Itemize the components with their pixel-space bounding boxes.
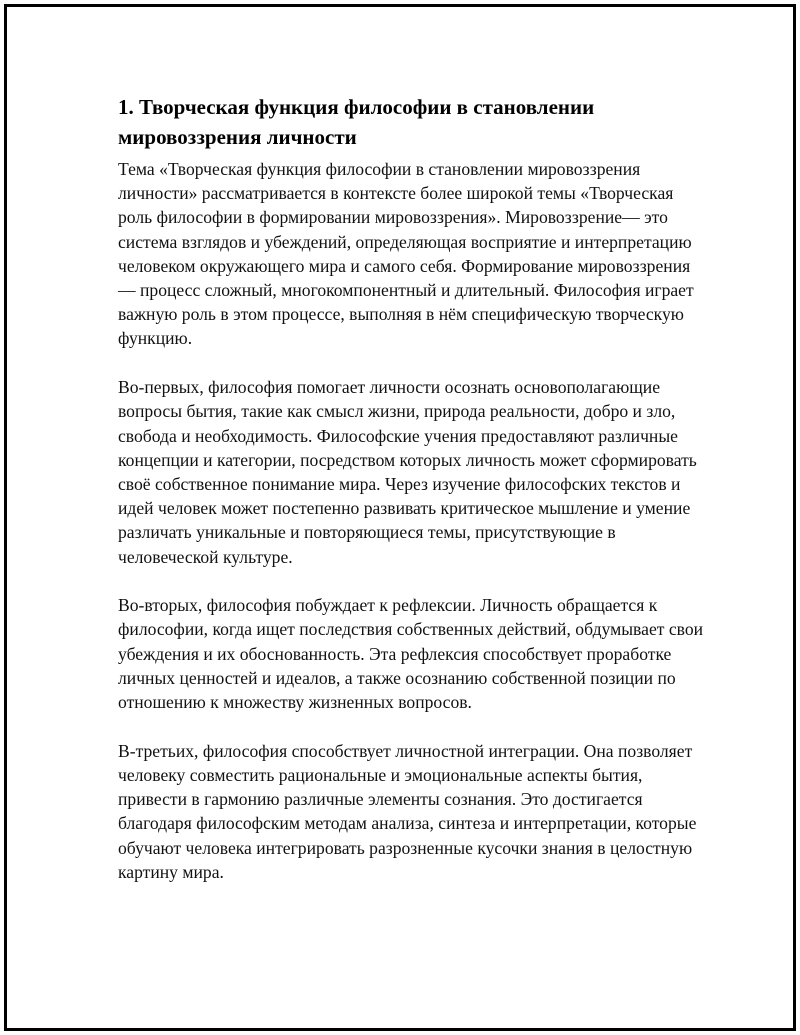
- section-heading: 1. Творческая функция философии в становлении мировоззрения личности: [118, 95, 595, 149]
- paragraph-third: В-третьих, философия способствует личностной интеграции. Она позволяет человеку совместить рациональные и эмоциональные аспекты бытия, привести в гармонию различные элементы сознания. Это достигается благодаря философским методам анализа, синтеза и интерпретации, которые обучают человека интегрировать разрозненные кусочки знания в целостную картину мира.: [118, 740, 697, 882]
- paragraph-intro: Тема «Творческая функция философии в становлении мировоззрения личности» рассматривается в контексте более широкой темы «Творческая роль философии в формировании мировоззрения». Мировоззрение— это система взглядов и убеждений, определяющая восприятие и интерпретацию человеком окружающего мира и самого себя. Формирование мировоззрения — процесс сложный, многокомпонентный и длительный. Философия играет важную роль в этом процессе, выполняя в нём специфическую творческую функцию.: [118, 159, 694, 349]
- paragraph-second: Во-вторых, философия побуждает к рефлексии. Личность обращается к философии, когда ищет последствия собственных действий, обдумывает свои убеждения и их обоснованность. Эта рефлексия способствует проработке личных ценностей и идеалов, а также осознанию собственной позиции по отношению к множеству жизненных вопросов.: [118, 595, 704, 713]
- paragraph-first: Во-первых, философия помогает личности осознать основополагающие вопросы бытия, такие как смысл жизни, природа реальности, добро и зло, свобода и необходимость. Философские учения предоставляют различные концепции и категории, посредством которых личность может сформировать своё собственное понимание мира. Через изучение философских текстов и идей человек может постепенно развивать критическое мышление и умение различать уникальные и повторяющиеся темы, присутствующие в человеческой культуре.: [118, 377, 697, 567]
- document-body: [118, 92, 708, 884]
